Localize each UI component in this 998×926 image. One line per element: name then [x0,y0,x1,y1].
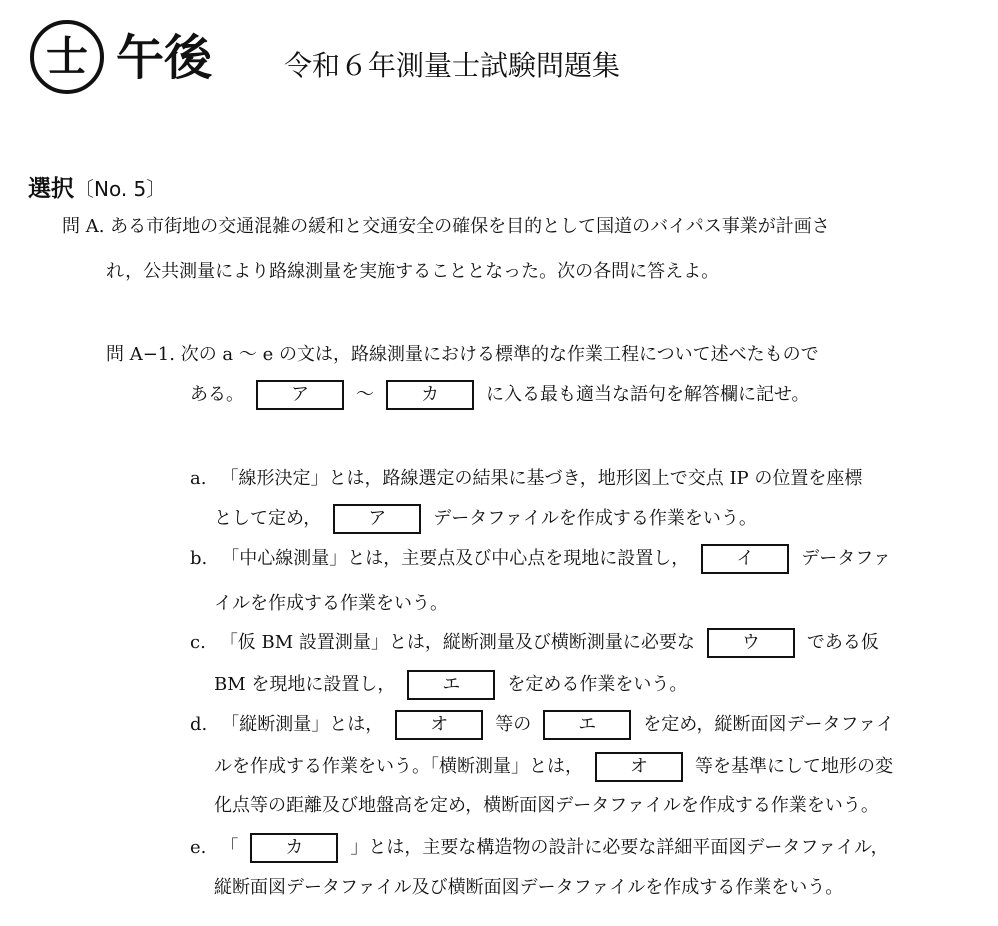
question-a1-line1: 問 A−1. 次の a 〜 e の文は，路線測量における標準的な作業工程について述べたもので [106,344,819,365]
blank-box: イ [701,544,789,574]
item-marker: c. [190,632,206,653]
section-number: 〔No. 5〕 [74,177,167,201]
item-c-line1 [190,628,879,658]
blank-box: ア [256,380,344,410]
text: データファ [801,548,891,569]
text: BM を現地に設置し， [214,674,396,695]
text: に入る最も適当な語句を解答欄に記せ。 [486,384,810,405]
blank-box: オ [395,710,483,740]
blank-box: カ [386,380,474,410]
item-c-line2 [214,670,687,700]
page-title: 令和６年測量士試験問題集 [284,49,621,82]
text: 」とは，主要な構造物の設計に必要な詳細平面図データファイル， [350,837,889,858]
text: ルを作成する作業をいう。「横断測量」とは， [214,756,583,777]
text: 「仮 BM 設置測量」とは，縦断測量及び横断測量に必要な [219,632,695,653]
item-b-line1 [190,544,891,574]
text: データファイルを作成する作業をいう。 [433,508,757,529]
item-marker: e. [190,837,207,858]
text: 「縦断測量」とは， [221,714,384,735]
blank-box: エ [543,710,631,740]
text: を定める作業をいう。 [507,674,688,695]
text: ある。 [190,384,244,405]
item-a-line2 [214,504,757,534]
text: として定め， [214,508,322,529]
text: 「中心線測量」とは，主要点及び中心点を現地に設置し， [221,548,690,569]
item-d-line3: 化点等の距離及び地盤高を定め，横断面図データファイルを作成する作業をいう。 [214,795,879,816]
item-marker: d. [190,714,208,735]
item-e-line1 [190,833,889,863]
item-d-line1 [190,710,894,740]
item-d-line2 [214,752,893,782]
blank-box: カ [250,833,338,863]
text: 等の [495,714,532,735]
blank-box: ア [333,504,421,534]
section-label: 選択 [28,176,74,202]
item-marker: a. [190,468,207,489]
subject-badge: 士 [30,20,104,94]
text: 「 [220,837,239,858]
question-a1-line2 [190,380,809,410]
question-a-line1: 問 A. ある市街地の交通混雑の緩和と交通安全の確保を目的として国道のバイパス事業が計画さ [62,216,830,237]
text: を定め，縦断面図データファイ [643,714,895,735]
text: 「線形決定」とは，路線選定の結果に基づき，地形図上で交点 IP の位置を座標 [220,468,863,489]
session-label: 午後 [116,30,213,86]
tilde: 〜 [356,384,374,405]
item-marker: b. [190,548,208,569]
section-heading [28,174,166,204]
item-e-line2: 縦断面図データファイル及び横断面図データファイルを作成する作業をいう。 [214,877,844,898]
question-a-line2: れ，公共測量により路線測量を実施することとなった。次の各問に答えよ。 [106,261,720,282]
blank-box: エ [407,670,495,700]
blank-box: ウ [707,628,795,658]
item-a-line1 [190,464,862,494]
blank-box: オ [595,752,683,782]
text: 等を基準にして地形の変 [695,756,893,777]
text: である仮 [806,632,879,653]
item-b-line2: イルを作成する作業をいう。 [214,593,448,614]
